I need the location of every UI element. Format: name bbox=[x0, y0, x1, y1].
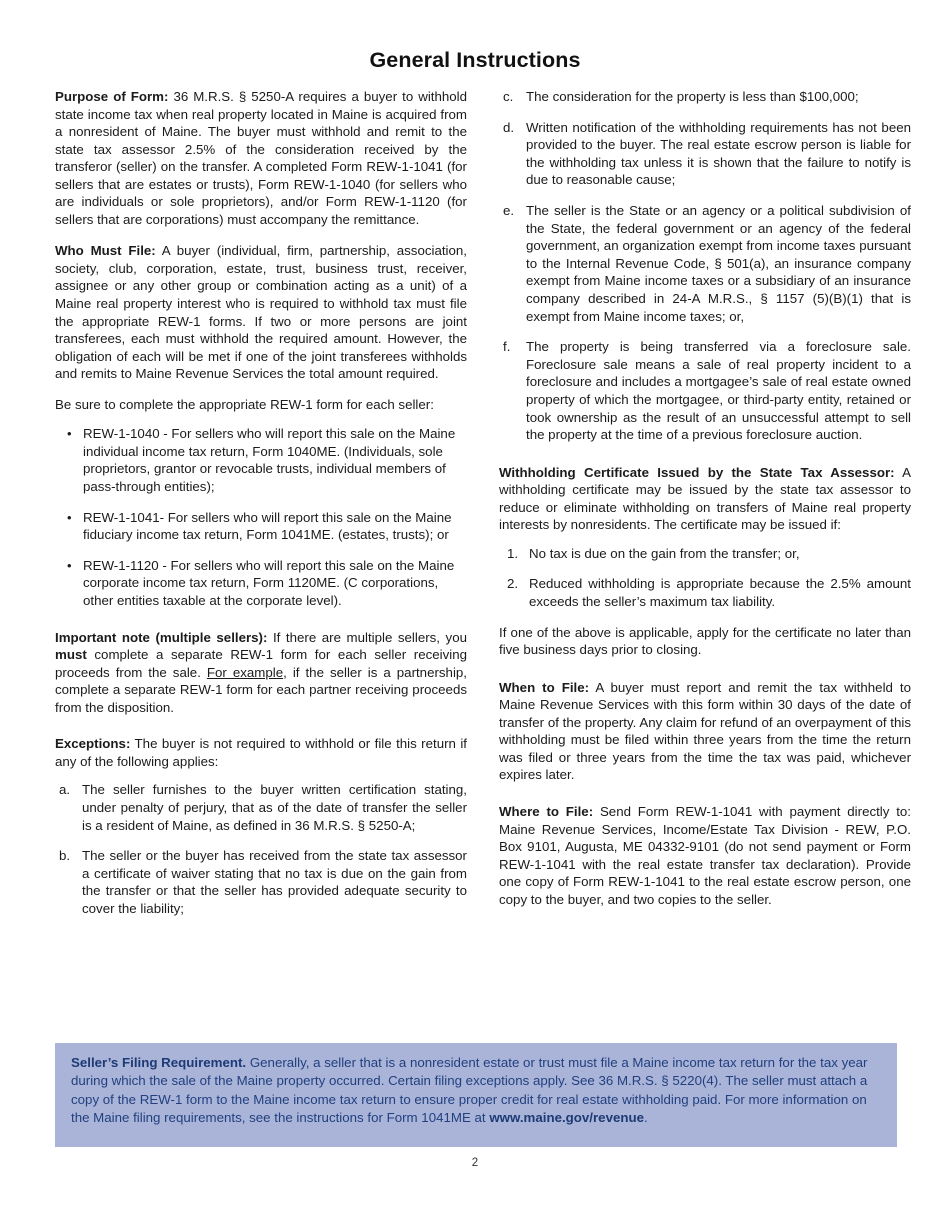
important-note-paragraph bbox=[55, 629, 467, 717]
list-item: • REW-1-1041- For sellers who will report this sale on the Maine fiduciary income tax return, Form 1041ME. (estates, trusts); or bbox=[55, 509, 467, 544]
list-marker: e. bbox=[503, 202, 515, 218]
list-marker: a. bbox=[59, 782, 71, 798]
list-marker: f. bbox=[503, 339, 511, 355]
list-item-text: Reduced withholding is appropriate because the 2.5% amount exceeds the seller’s maximum tax liability. bbox=[529, 576, 911, 610]
callout-text bbox=[71, 1054, 881, 1128]
list-item-text: The seller furnishes to the buyer written certification stating, under penalty of perjury, that as of the date of transfer the seller is a resident of Maine, as defined in 36 M.R.S. § 5250-A; bbox=[82, 782, 467, 833]
list-item bbox=[55, 781, 467, 834]
list-item bbox=[499, 575, 911, 610]
list-item bbox=[499, 338, 911, 444]
list-item-text: No tax is due on the gain from the transfer; or, bbox=[529, 545, 800, 561]
page-title: General Instructions bbox=[369, 48, 581, 72]
important-note-part3: , if the seller is a partnership, complete a separate REW-1 form for each partner receiving proceeds from the disposition. bbox=[55, 664, 467, 715]
list-item bbox=[499, 545, 911, 563]
when-to-file-paragraph bbox=[499, 679, 911, 784]
who-must-file-body: A buyer (individual, firm, partnership, association, society, club, corporation, estate, trust, business trust, receiver, assignee or any other group or combination acting as a unit) of a Maine real property interest who is required to withhold tax must file the appropriate REW-1 forms. If two or more persons are joint transferees, each must withhold the required amount. However, the obligation of each will be met if one of the joint transferees withholds and remits to Maine Revenue Services the total amount required. bbox=[55, 243, 467, 382]
maine-revenue-website-link[interactable]: www.maine.gov/revenue bbox=[489, 1110, 644, 1126]
where-to-file-body: Send Form REW-1-1041 with payment directly to: Maine Revenue Services, Income/Estate Tax Division - REW, P.O. Box 9101, Augusta, ME 04332-9101 (do not send payment or Form REW-1-1041 with the real estate transfer tax declaration). Provide one copy of Form REW-1-1041 to the real estate escrow person, one copy to the buyer, and two copies to the seller. bbox=[499, 804, 911, 907]
where-to-file-heading: Where to File: bbox=[499, 804, 594, 820]
withholding-certificate-heading: Withholding Certificate Issued by the State Tax Assessor: bbox=[499, 464, 895, 480]
withholding-certificate-paragraph bbox=[499, 464, 911, 534]
purpose-of-form-heading: Purpose of Form: bbox=[55, 89, 169, 104]
left-column bbox=[55, 88, 467, 918]
who-must-file-lead-in: Be sure to complete the appropriate REW-1 form for each seller: bbox=[55, 396, 434, 412]
exceptions-list-left bbox=[55, 781, 467, 917]
when-to-file-heading: When to File: bbox=[499, 679, 590, 695]
list-item-text: The seller is the State or an agency or a political subdivision of the State, the federal government or an agency of the federal government, an organization exempt from income taxes pursuant to the Internal Revenue Code, § 501(a), an insurance company exempt from Maine income taxes or a subsidiary of an insurance company described in 24-A M.R.S., § 1157 (5)(B)(1) that is exempt from Maine income taxes; or, bbox=[526, 202, 911, 324]
list-marker: b. bbox=[59, 848, 71, 864]
exceptions-heading: Exceptions: bbox=[55, 736, 131, 752]
purpose-of-form-body: 36 M.R.S. § 5250-A requires a buyer to withhold state income tax when real property located in Maine is acquired from a nonresident of Maine. The buyer must withhold and remit to the state tax assessor 2.5% of the consideration received by the transferor (seller) on the transfer. A completed Form REW-1-1041 (for sellers that are estates or trusts), Form REW-1-1040 (for sellers who are individuals or sole proprietors), and/or Form REW-1-1120 (for sellers that are corporations) must accompany the remittance. bbox=[55, 89, 468, 227]
exceptions-body: The buyer is not required to withhold or file this return if any of the following applies: bbox=[55, 736, 467, 769]
list-marker: 2. bbox=[507, 576, 519, 592]
list-marker: c. bbox=[503, 89, 514, 104]
list-item bbox=[499, 119, 911, 189]
sellers-filing-requirement-callout bbox=[55, 1043, 897, 1147]
exceptions-list-right bbox=[499, 88, 911, 444]
page-number: 2 bbox=[471, 1157, 479, 1169]
important-note-part2: complete a separate REW-1 form for each seller receiving proceeds from the sale. bbox=[55, 647, 467, 680]
list-item bbox=[55, 847, 467, 917]
list-item bbox=[499, 202, 911, 325]
important-note-heading: Important note (multiple sellers): bbox=[55, 629, 268, 645]
exceptions-paragraph bbox=[55, 735, 467, 770]
where-to-file-paragraph bbox=[499, 803, 911, 908]
callout-body-part2: . bbox=[644, 1110, 648, 1126]
important-note-for-example-underline: For example bbox=[206, 664, 284, 680]
who-must-file-paragraph bbox=[55, 242, 467, 382]
withholding-certificate-closing: If one of the above is applicable, apply for the certificate no later than five business days prior to closing. bbox=[499, 624, 911, 658]
important-note-part1: If there are multiple sellers, you bbox=[267, 629, 467, 645]
list-item-text: The property is being transferred via a foreclosure sale. Foreclosure sale means a sale of real property incident to a foreclosure and includes a mortgagee’s sale of real estate owned property of which the mortgagee, or third-party entity, retained or took ownership as the result of an unsuccessful attempt to sell the property at the time of a previous foreclosure auction. bbox=[526, 339, 911, 443]
list-item-text: The consideration for the property is less than $100,000; bbox=[526, 89, 859, 104]
rew1-form-bullet-list bbox=[55, 425, 467, 609]
callout-body-part1: Generally, a seller that is a nonresident estate or trust must file a Maine income tax return for the tax year during which the sale of the Maine property occurred. Certain filing exceptions apply. See 36 M.R.S. § 5220(4). The seller must attach a copy of the REW-1 form to the Maine income tax return to ensure proper credit for real estate withholding paid. For more information on the Maine filing requirements, see the instructions for Form 1041ME at bbox=[71, 1055, 868, 1126]
list-item: • REW-1-1120 - For sellers who will report this sale on the Maine corporate income tax return, Form 1120ME. (C corporations, other entities taxable at the corporate level). bbox=[55, 557, 467, 610]
list-marker: d. bbox=[503, 119, 515, 135]
withholding-certificate-body: A withholding certificate may be issued by the state tax assessor to reduce or eliminate withholding on transfers of Maine real property interests by nonresidents. The certificate may be issued if: bbox=[499, 464, 911, 533]
two-column-body bbox=[55, 88, 911, 918]
list-item: • REW-1-1040 - For sellers who will report this sale on the Maine individual income tax return, Form 1040ME. (Individuals, sole proprietors, grantor or revocable trusts, individual members of pass-through entities); bbox=[55, 425, 467, 495]
callout-heading: Seller’s Filing Requirement. bbox=[71, 1055, 247, 1070]
when-to-file-body: A buyer must report and remit the tax withheld to Maine Revenue Services with this form within 30 days of the date of transfer of the property. Any claim for refund of an overpayment of this withholding must be filed within three years from the time the return was filed or three years from the time the tax was paid, whichever expires later. bbox=[499, 679, 911, 783]
list-item-text: The seller or the buyer has received from the state tax assessor a certificate of waiver stating that no tax is due on the gain from the transfer or that the seller has provided adequate security to cover the liability; bbox=[82, 848, 467, 917]
right-column bbox=[499, 88, 911, 918]
important-note-must-emphasis: must bbox=[55, 647, 87, 663]
purpose-of-form-paragraph bbox=[55, 88, 467, 228]
list-item bbox=[499, 88, 911, 106]
withholding-certificate-conditions bbox=[499, 545, 911, 611]
list-marker: 1. bbox=[507, 545, 519, 561]
who-must-file-heading: Who Must File: bbox=[55, 243, 156, 259]
list-item-text: Written notification of the withholding requirements has not been provided to the buyer. The real estate escrow person is liable for the withholding tax unless it is shown that the failure to notify is due to reasonable cause; bbox=[526, 119, 911, 188]
